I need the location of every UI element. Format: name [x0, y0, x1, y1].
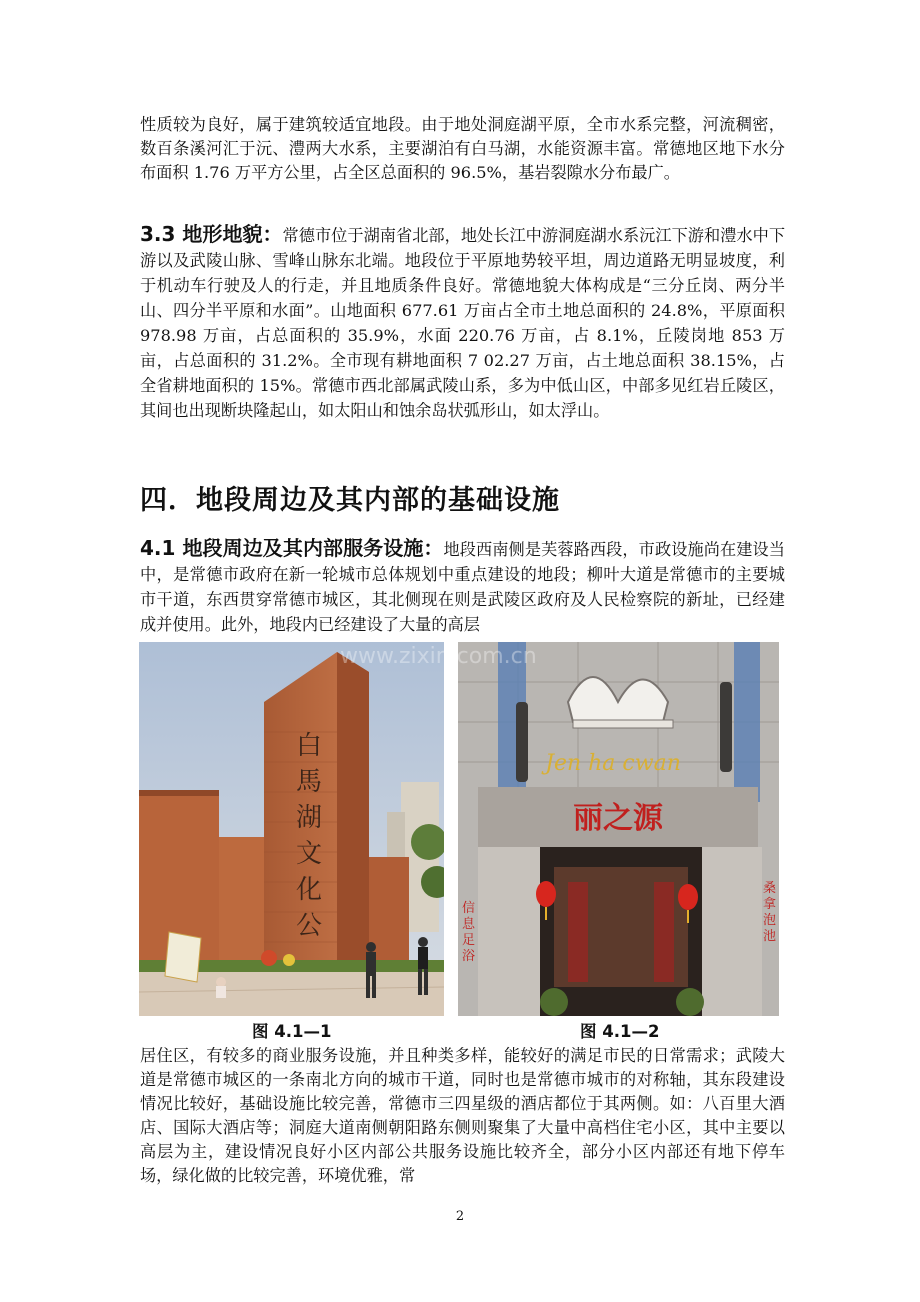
section-3-3-heading: 3.3 地形地貌	[140, 222, 263, 246]
watermark: www.zixin.com.cn	[340, 644, 537, 669]
figure-4-1-1-photo	[139, 642, 444, 1016]
sign-char-3: 湖	[295, 803, 323, 833]
sign-char-1: 白	[295, 731, 323, 761]
sign-char-2: 馬	[295, 767, 323, 797]
section-3-3	[140, 222, 785, 423]
section-3-3-text: 常德市位于湖南省北部，地处长江中游洞庭湖水系沅江下游和澧水中下游以及武陵山脉、雪峰山脉东北端。地段位于平原地势较平坦，周边道路无明显坡度，利于机动车行驶及人的行走，并且地质条件良好。常德地貌大体构成是“三分丘岗、两分半山、四分半平原和水面”。山地面积 677.61 万亩占全市土地总面积的 24.8%，平原面积 978.98 万亩，占总面积的 35.9%，水面 220.76 万亩，占 8.1%，丘陵岗地 853 万亩，占总面积的 31.2%。全市现有耕地面积 7 02.27 万亩，占土地总面积 38.15%，占全省耕地面积的 15%。常德市西北部属武陵山系，多为中低山区，中部多见红岩丘陵区，其间也出现断块隆起山，如太阳山和蚀余岛状弧形山，如太浮山。	[140, 226, 786, 420]
paragraph-water-system: 性质较为良好，属于建筑较适宜地段。由于地处洞庭湖平原，全市水系完整，河流稠密，数百条溪河汇于沅、澧两大水系，主要湖泊有白马湖，水能资源丰富。常德地区地下水分布面积 1.76 万平方公里，占全区总面积的 96.5%，基岩裂隙水分布最广。	[140, 115, 785, 182]
figure-4-1-2-photo	[458, 642, 779, 1016]
section-4-1	[140, 536, 785, 637]
section-4-1-heading: 4.1 地段周边及其内部服务设施：	[140, 536, 444, 560]
sign-char-5: 化	[295, 875, 323, 905]
left-banner-text: 信息足浴	[462, 901, 476, 964]
section-3-3-colon: ：	[262, 222, 283, 246]
figure-4-1-1-caption: 图 4.1—1	[252, 1022, 332, 1041]
paragraph-after-figures: 居住区，有较多的商业服务设施，并且种类多样，能较好的满足市民的日常需求；武陵大道是常德市城区的一条南北方向的城市干道，同时也是常德市城市的对称轴，其东段建设情况比较好，基础设施比较完善，常德市三四星级的酒店都位于其两侧。如：八百里大酒店、国际大酒店等；洞庭大道南侧朝阳路东侧则聚集了大量中高档住宅小区，其中主要以高层为主，建设情况良好小区内部公共服务设施比较齐全，部分小区内部还有地下停车场，绿化做的比较完善，环境优雅，常	[140, 1046, 785, 1185]
sign-char-4: 文	[295, 839, 323, 869]
hotel-sign: 丽之源	[573, 801, 663, 836]
right-banner-text: 桑拿泡池	[763, 881, 777, 944]
chapter-4-heading: 四．地段周边及其内部的基础设施	[140, 485, 560, 516]
sign-char-6: 公	[295, 911, 323, 941]
section-4-1-text: 地段西南侧是芙蓉路西段，市政设施尚在建设当中，是常德市政府在新一轮城市总体规划中重点建设的地段；柳叶大道是常德市的主要城市干道，东西贯穿常德市城区，其北侧现在则是武陵区政府及人民检察院的新址，已经建成并使用。此外，地段内已经建设了大量的高层	[140, 540, 785, 634]
page-number: 2	[455, 1209, 465, 1224]
cultural-park-illustration	[139, 642, 444, 1016]
figure-4-1-2-caption: 图 4.1—2	[580, 1022, 660, 1041]
hotel-entrance-illustration	[458, 642, 779, 1016]
script-sign: Jen ha cwan	[545, 751, 681, 776]
